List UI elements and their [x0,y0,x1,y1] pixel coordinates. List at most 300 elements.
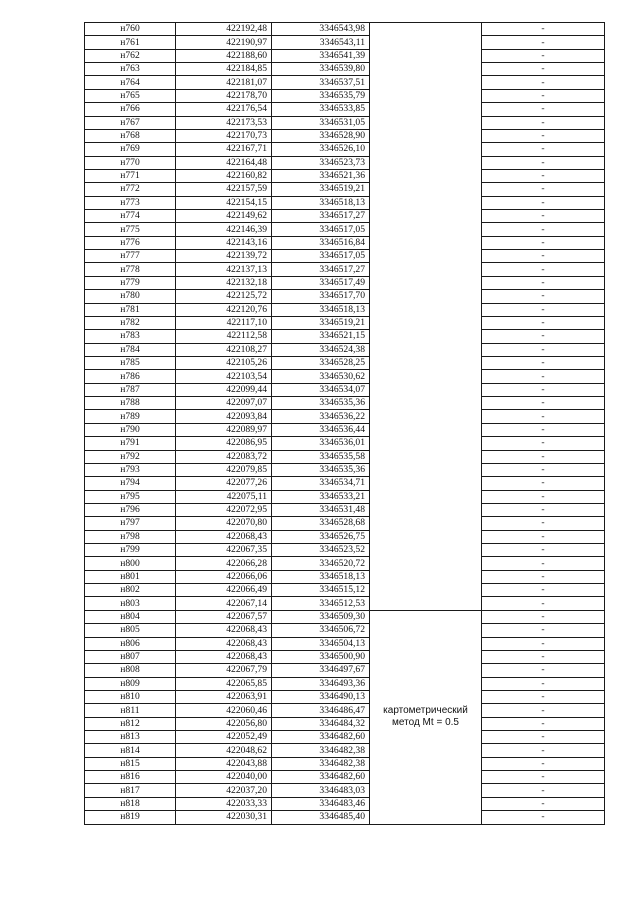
table-row [85,664,605,677]
table-row [85,530,605,543]
coord-x: 422167,71 [176,143,272,156]
coord-x: 422137,13 [176,263,272,276]
table-row [85,223,605,236]
table-row [85,517,605,530]
coord-x: 422139,72 [176,250,272,263]
coord-y: 3346536,01 [272,437,370,450]
coord-y: 3346518,13 [272,196,370,209]
point-name: н777 [85,250,176,263]
accuracy-dash: - [482,811,605,824]
table-row [85,103,605,116]
coord-y: 3346531,48 [272,503,370,516]
coord-x: 422125,72 [176,290,272,303]
coord-y: 3346517,27 [272,210,370,223]
accuracy-dash: - [482,330,605,343]
accuracy-dash: - [482,89,605,102]
coord-y: 3346519,21 [272,316,370,329]
point-name: н818 [85,797,176,810]
accuracy-dash: - [482,370,605,383]
point-name: н768 [85,129,176,142]
coord-x: 422068,43 [176,530,272,543]
accuracy-dash: - [482,263,605,276]
table-row [85,423,605,436]
point-name: н800 [85,557,176,570]
coord-x: 422070,80 [176,517,272,530]
point-name: н782 [85,316,176,329]
coord-y: 3346534,71 [272,477,370,490]
point-name: н804 [85,610,176,623]
table-row [85,704,605,717]
accuracy-dash: - [482,744,605,757]
coord-y: 3346497,67 [272,664,370,677]
accuracy-dash: - [482,63,605,76]
coord-y: 3346517,49 [272,276,370,289]
coord-y: 3346533,21 [272,490,370,503]
accuracy-dash: - [482,423,605,436]
table-row [85,23,605,36]
coord-y: 3346521,15 [272,330,370,343]
coord-y: 3346528,90 [272,129,370,142]
table-row [85,744,605,757]
point-name: н776 [85,236,176,249]
table-row [85,437,605,450]
table-row [85,463,605,476]
point-name: н783 [85,330,176,343]
table-row [85,316,605,329]
point-name: н761 [85,36,176,49]
coord-x: 422192,48 [176,23,272,36]
table-row [85,169,605,182]
point-name: н767 [85,116,176,129]
table-row [85,757,605,770]
point-name: н786 [85,370,176,383]
accuracy-dash: - [482,143,605,156]
point-name: н807 [85,650,176,663]
coord-y: 3346506,72 [272,624,370,637]
coord-y: 3346536,44 [272,423,370,436]
coord-y: 3346528,68 [272,517,370,530]
coord-x: 422143,16 [176,236,272,249]
coord-y: 3346524,38 [272,343,370,356]
coord-x: 422099,44 [176,383,272,396]
point-name: н816 [85,771,176,784]
accuracy-dash: - [482,223,605,236]
table-row [85,557,605,570]
table-row [85,196,605,209]
table-row [85,49,605,62]
coord-y: 3346515,12 [272,584,370,597]
point-name: н806 [85,637,176,650]
coord-x: 422067,57 [176,610,272,623]
point-name: н772 [85,183,176,196]
point-name: н784 [85,343,176,356]
table-row [85,584,605,597]
point-name: н765 [85,89,176,102]
coord-x: 422063,91 [176,690,272,703]
coord-y: 3346523,73 [272,156,370,169]
coord-y: 3346519,21 [272,183,370,196]
coord-x: 422154,15 [176,196,272,209]
coord-y: 3346526,75 [272,530,370,543]
accuracy-dash: - [482,544,605,557]
accuracy-dash: - [482,36,605,49]
coord-x: 422146,39 [176,223,272,236]
point-name: н798 [85,530,176,543]
accuracy-dash: - [482,624,605,637]
coord-y: 3346509,30 [272,610,370,623]
coord-x: 422178,70 [176,89,272,102]
coord-x: 422060,46 [176,704,272,717]
table-row [85,183,605,196]
accuracy-dash: - [482,650,605,663]
point-name: н788 [85,397,176,410]
accuracy-dash: - [482,731,605,744]
table-row [85,210,605,223]
coord-y: 3346530,62 [272,370,370,383]
table-row [85,544,605,557]
accuracy-dash: - [482,356,605,369]
coord-y: 3346517,05 [272,223,370,236]
accuracy-dash: - [482,690,605,703]
coord-x: 422149,62 [176,210,272,223]
accuracy-dash: - [482,784,605,797]
point-name: н811 [85,704,176,717]
accuracy-dash: - [482,183,605,196]
accuracy-dash: - [482,103,605,116]
point-name: н819 [85,811,176,824]
coord-x: 422079,85 [176,463,272,476]
coordinates-table [84,22,605,825]
coord-x: 422157,59 [176,183,272,196]
coord-y: 3346521,36 [272,169,370,182]
accuracy-dash: - [482,503,605,516]
accuracy-dash: - [482,597,605,610]
table-row [85,76,605,89]
point-name: н808 [85,664,176,677]
coord-x: 422160,82 [176,169,272,182]
table-row [85,383,605,396]
coord-x: 422190,97 [176,36,272,49]
coord-y: 3346482,38 [272,757,370,770]
accuracy-dash: - [482,463,605,476]
coord-x: 422108,27 [176,343,272,356]
point-name: н763 [85,63,176,76]
coord-y: 3346543,98 [272,23,370,36]
coord-x: 422105,26 [176,356,272,369]
point-name: н792 [85,450,176,463]
table-row [85,677,605,690]
point-name: н770 [85,156,176,169]
point-name: н795 [85,490,176,503]
table-row [85,143,605,156]
point-name: н791 [85,437,176,450]
table-row [85,116,605,129]
coord-y: 3346504,13 [272,637,370,650]
coord-x: 422037,20 [176,784,272,797]
point-name: н814 [85,744,176,757]
coord-x: 422068,43 [176,637,272,650]
coord-x: 422112,58 [176,330,272,343]
accuracy-dash: - [482,316,605,329]
coord-y: 3346483,03 [272,784,370,797]
point-name: н779 [85,276,176,289]
coord-x: 422030,31 [176,811,272,824]
point-name: н817 [85,784,176,797]
coord-x: 422072,95 [176,503,272,516]
coord-x: 422048,62 [176,744,272,757]
accuracy-dash: - [482,717,605,730]
coord-x: 422170,73 [176,129,272,142]
table-row [85,690,605,703]
accuracy-dash: - [482,771,605,784]
coord-y: 3346517,27 [272,263,370,276]
point-name: н812 [85,717,176,730]
accuracy-dash: - [482,584,605,597]
coord-y: 3346490,13 [272,690,370,703]
table-row [85,250,605,263]
table-row [85,490,605,503]
point-name: н781 [85,303,176,316]
coord-x: 422089,97 [176,423,272,436]
point-name: н787 [85,383,176,396]
coord-x: 422068,43 [176,650,272,663]
table-row [85,570,605,583]
coord-x: 422040,00 [176,771,272,784]
accuracy-dash: - [482,397,605,410]
table-row [85,784,605,797]
table-row [85,503,605,516]
coord-y: 3346539,80 [272,63,370,76]
coord-x: 422083,72 [176,450,272,463]
coord-x: 422093,84 [176,410,272,423]
coord-x: 422066,28 [176,557,272,570]
point-name: н813 [85,731,176,744]
coord-x: 422067,79 [176,664,272,677]
coord-x: 422173,53 [176,116,272,129]
point-name: н785 [85,356,176,369]
table-row [85,89,605,102]
point-name: н762 [85,49,176,62]
table-row [85,477,605,490]
accuracy-dash: - [482,196,605,209]
point-name: н796 [85,503,176,516]
point-name: н794 [85,477,176,490]
point-name: н809 [85,677,176,690]
coord-x: 422066,06 [176,570,272,583]
point-name: н803 [85,597,176,610]
table-row [85,650,605,663]
coord-y: 3346535,36 [272,397,370,410]
coord-y: 3346493,36 [272,677,370,690]
point-name: н801 [85,570,176,583]
coord-y: 3346518,13 [272,570,370,583]
accuracy-dash: - [482,129,605,142]
accuracy-dash: - [482,477,605,490]
coord-y: 3346518,13 [272,303,370,316]
coord-y: 3346537,51 [272,76,370,89]
table-row [85,797,605,810]
coord-x: 422086,95 [176,437,272,450]
coordinates-table-body [85,23,605,825]
point-name: н797 [85,517,176,530]
coord-y: 3346486,47 [272,704,370,717]
point-name: н810 [85,690,176,703]
accuracy-dash: - [482,210,605,223]
table-row [85,236,605,249]
coord-x: 422067,14 [176,597,272,610]
coord-y: 3346500,90 [272,650,370,663]
coord-y: 3346516,84 [272,236,370,249]
point-name: н771 [85,169,176,182]
coord-y: 3346484,32 [272,717,370,730]
accuracy-dash: - [482,557,605,570]
coord-y: 3346483,46 [272,797,370,810]
table-row [85,370,605,383]
point-name: н773 [85,196,176,209]
coord-x: 422117,10 [176,316,272,329]
coord-x: 422103,54 [176,370,272,383]
table-row [85,597,605,610]
accuracy-dash: - [482,637,605,650]
coord-y: 3346482,60 [272,771,370,784]
coord-x: 422184,85 [176,63,272,76]
coord-x: 422176,54 [176,103,272,116]
accuracy-dash: - [482,169,605,182]
method-cell [370,23,482,611]
coord-x: 422120,76 [176,303,272,316]
coord-x: 422052,49 [176,731,272,744]
table-row [85,610,605,623]
coord-x: 422043,88 [176,757,272,770]
coord-x: 422033,33 [176,797,272,810]
coord-y: 3346517,70 [272,290,370,303]
method-cell [370,610,482,824]
coord-y: 3346520,72 [272,557,370,570]
coord-x: 422132,18 [176,276,272,289]
accuracy-dash: - [482,276,605,289]
table-row [85,263,605,276]
accuracy-dash: - [482,610,605,623]
coord-y: 3346533,85 [272,103,370,116]
coord-y: 3346517,05 [272,250,370,263]
point-name: н769 [85,143,176,156]
coord-x: 422097,07 [176,397,272,410]
table-row [85,290,605,303]
coord-x: 422067,35 [176,544,272,557]
table-row [85,356,605,369]
accuracy-dash: - [482,76,605,89]
coord-y: 3346482,38 [272,744,370,757]
method-line-2: метод Mt = 0.5 [392,717,459,729]
accuracy-dash: - [482,49,605,62]
coord-y: 3346485,40 [272,811,370,824]
accuracy-dash: - [482,677,605,690]
point-name: н780 [85,290,176,303]
table-row [85,717,605,730]
accuracy-dash: - [482,116,605,129]
accuracy-dash: - [482,23,605,36]
coord-y: 3346543,11 [272,36,370,49]
table-row [85,450,605,463]
coord-x: 422066,49 [176,584,272,597]
point-name: н778 [85,263,176,276]
coord-x: 422181,07 [176,76,272,89]
accuracy-dash: - [482,343,605,356]
coord-y: 3346535,79 [272,89,370,102]
table-row [85,156,605,169]
coord-x: 422065,85 [176,677,272,690]
table-row [85,624,605,637]
accuracy-dash: - [482,757,605,770]
coord-x: 422077,26 [176,477,272,490]
coord-x: 422056,80 [176,717,272,730]
table-row [85,343,605,356]
point-name: н815 [85,757,176,770]
accuracy-dash: - [482,570,605,583]
accuracy-dash: - [482,530,605,543]
accuracy-dash: - [482,236,605,249]
point-name: н766 [85,103,176,116]
table-row [85,410,605,423]
accuracy-dash: - [482,437,605,450]
accuracy-dash: - [482,450,605,463]
accuracy-dash: - [482,490,605,503]
coord-y: 3346526,10 [272,143,370,156]
table-row [85,129,605,142]
table-row [85,731,605,744]
coord-y: 3346528,25 [272,356,370,369]
accuracy-dash: - [482,383,605,396]
table-row [85,276,605,289]
accuracy-dash: - [482,250,605,263]
coord-y: 3346482,60 [272,731,370,744]
coord-x: 422188,60 [176,49,272,62]
point-name: н805 [85,624,176,637]
coord-y: 3346535,36 [272,463,370,476]
point-name: н799 [85,544,176,557]
accuracy-dash: - [482,303,605,316]
table-row [85,36,605,49]
table-row [85,811,605,824]
coord-y: 3346541,39 [272,49,370,62]
coord-y: 3346536,22 [272,410,370,423]
table-row [85,303,605,316]
coord-y: 3346534,07 [272,383,370,396]
coord-x: 422164,48 [176,156,272,169]
accuracy-dash: - [482,156,605,169]
coord-y: 3346531,05 [272,116,370,129]
accuracy-dash: - [482,410,605,423]
table-row [85,330,605,343]
accuracy-dash: - [482,664,605,677]
table-row [85,637,605,650]
coord-y: 3346535,58 [272,450,370,463]
table-row [85,63,605,76]
table-row [85,771,605,784]
coord-y: 3346512,53 [272,597,370,610]
point-name: н790 [85,423,176,436]
accuracy-dash: - [482,517,605,530]
point-name: н775 [85,223,176,236]
point-name: н793 [85,463,176,476]
coord-x: 422068,43 [176,624,272,637]
coord-x: 422075,11 [176,490,272,503]
point-name: н802 [85,584,176,597]
method-line-1: картометрический [383,705,468,717]
point-name: н774 [85,210,176,223]
accuracy-dash: - [482,704,605,717]
accuracy-dash: - [482,290,605,303]
